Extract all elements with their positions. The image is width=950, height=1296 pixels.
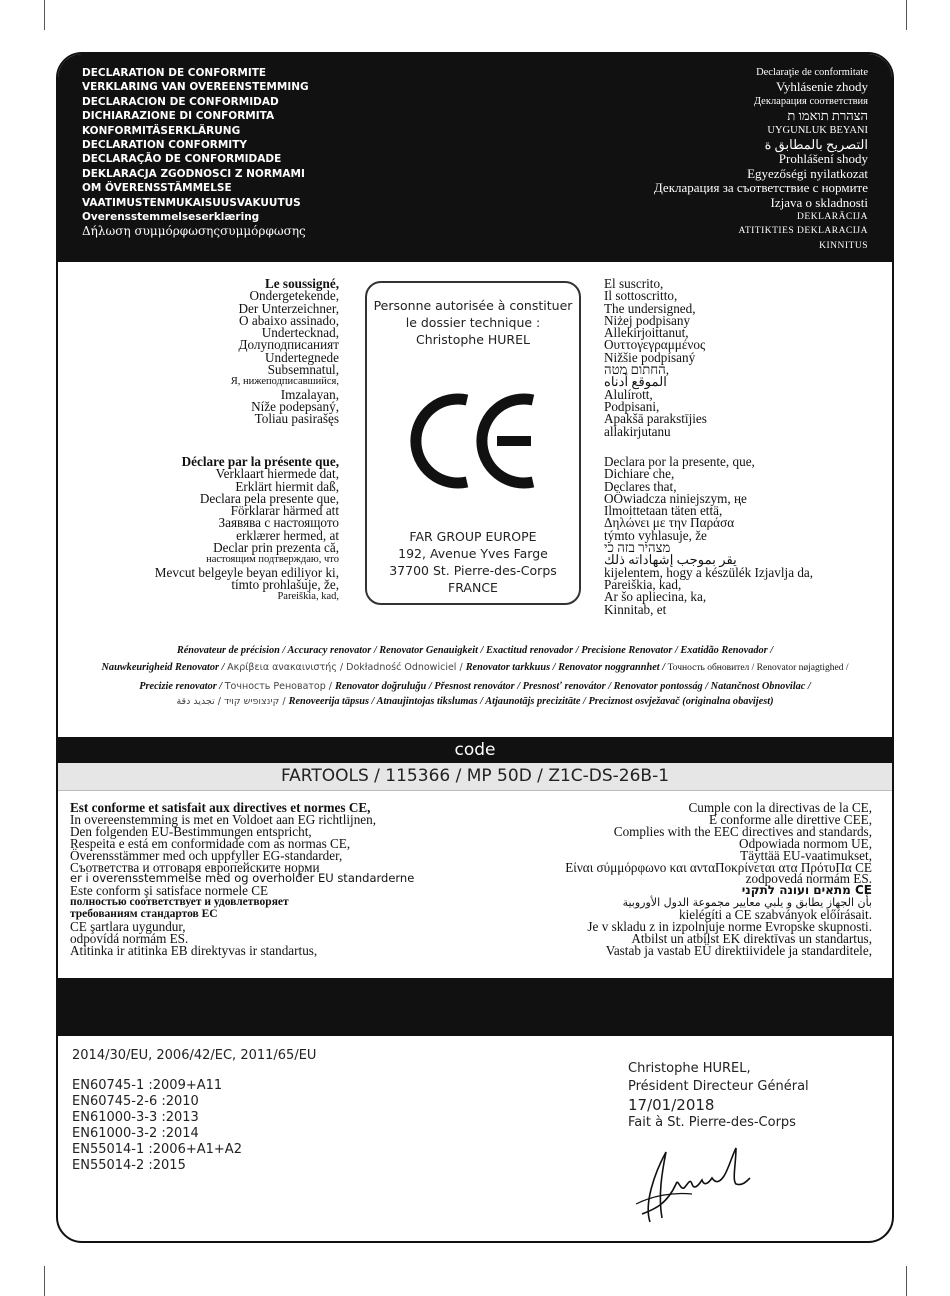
header-right-line: التصريح بالمطابق ة xyxy=(764,137,868,153)
conformity-left-line: Överensstämmer med och uppfyller EG-standarder, xyxy=(70,847,343,863)
signatory-name: Christophe HUREL, xyxy=(628,1061,751,1076)
header-right-titles xyxy=(654,66,868,253)
conformity-left-line: Съответства и отговаря европейските норми xyxy=(70,859,320,875)
renovator-text: Renovator doğruluğu / Přesnost renovátor / Presnosť renovátor / Renovator pontosság / Natančnost Obnovilac / xyxy=(335,681,811,692)
directives-line: 2014/30/EU, 2006/42/EC, 2011/65/EU xyxy=(72,1048,317,1063)
undersigned-right-line: Ουττογεγραμμένος xyxy=(604,337,706,353)
crop-mark-bottom-right xyxy=(906,1266,907,1296)
norm-line: EN60745-2-6 :2010 xyxy=(72,1094,199,1109)
undersigned-right-line: الموقع أدناه xyxy=(604,374,667,390)
header-right-line: Декларация за съответствие с нормите xyxy=(653,180,868,196)
header-right-line: DEKLARĀCIJA xyxy=(797,212,868,223)
undersigned-left-line: Undertecknad, xyxy=(261,325,339,341)
signatory-title: Président Directeur Général xyxy=(628,1079,809,1094)
conformity-left-line: Este conform şi satisface normele CE xyxy=(70,883,269,899)
header-left-line: VERKLARING VAN OVEREENSTEMMING xyxy=(82,81,309,94)
undersigned-left xyxy=(231,278,339,426)
conformity-left-line: Respeita e está em conformidade com as normas CE, xyxy=(70,835,351,851)
header-left-line: DICHIARAZIONE DI CONFORMITA xyxy=(82,110,275,123)
product-reference: FARTOOLS / 115366 / MP 50D / Z1C-DS-26B-1 xyxy=(280,766,670,786)
header-right-line: הצהרת תואמו ת xyxy=(787,108,868,124)
declare-left-line: Pareiškia, kad, xyxy=(277,591,339,603)
declaration-frame xyxy=(56,52,894,1243)
header-right-line: Декларация соответствия xyxy=(753,95,868,107)
address-line: FRANCE xyxy=(448,580,498,595)
undersigned-right-line: El suscrito, xyxy=(604,276,664,291)
address-line: FAR GROUP EUROPE xyxy=(409,529,537,544)
declare-left-line: Verklaart hiermede dat, xyxy=(215,466,339,482)
conformity-right-line: Odpowiada normom UE, xyxy=(739,835,872,851)
norm-line: EN61000-3-2 :2014 xyxy=(72,1126,199,1141)
conformity-right-line: Je v skladu z in izpolnjuje norme Evropske skupnosti. xyxy=(587,919,872,935)
header-right-line: KINNITUS xyxy=(819,240,868,251)
undersigned-right-line: The undersigned, xyxy=(604,300,696,316)
header-band xyxy=(58,54,892,262)
authorized-name: Christophe HUREL xyxy=(416,332,530,347)
declare-left-line: Déclare par la présente que, xyxy=(181,454,339,469)
undersigned-left-line: Imzalayan, xyxy=(280,386,339,402)
authorized-line: Personne autorisée à constituer xyxy=(373,298,573,313)
conformity-left-line: In overeenstemming is met en Voldoet aan EG richtlijnen, xyxy=(70,811,377,827)
renovator-line-1 xyxy=(58,645,892,656)
conformity-left-line: Den folgenden EU-Bestimmungen entspricht, xyxy=(70,823,312,839)
header-right-line: Declaraţie de conformitate xyxy=(756,67,868,78)
undersigned-right-line: Alulírott, xyxy=(604,386,653,402)
declare-left-line: Mevcut belgeyle beyan ediliyor ki, xyxy=(154,564,339,580)
declare-left-line: настоящим подтверждаю, что xyxy=(206,554,339,566)
renovator-text: Nauwkeurigheid Renovator / xyxy=(101,662,228,673)
conformity-right-line: Είναι σύμμόρφωνο και ανταΠοκρίνεται ατα ΠρότυΠα CE xyxy=(565,859,872,875)
conformity-left-line: требованиям стандартов ЕС xyxy=(70,908,218,921)
conformity-left-line: Atitinka ir atitinka EB direktyvas ir standartus, xyxy=(70,942,318,958)
renovator-line-3 xyxy=(58,681,892,692)
header-left-line: DEKLARACJA ZGODNOSCI Z NORMAMI xyxy=(82,167,305,180)
header-left-line: DECLARACION DE CONFORMIDAD xyxy=(82,95,279,108)
undersigned-left-line: Я, нижеподписавшийся, xyxy=(230,376,339,388)
undersigned-right-line: Il sottoscritto, xyxy=(604,288,678,304)
conformity-left xyxy=(70,802,414,957)
declare-left xyxy=(155,456,339,604)
conformity-right-line: zodpovedá normám ES. xyxy=(745,871,872,887)
undersigned-right-line: Apakšā parakstījies xyxy=(604,411,707,427)
header-left-line: VAATIMUSTENMUKAISUUSVAKUUTUS xyxy=(82,196,301,209)
declare-right-line: Pareiškia, kad, xyxy=(604,576,682,592)
declare-right-line: Ar šo apliecina, ka, xyxy=(604,589,707,605)
conformity-right-line: Täyttää EU-vaatimukset, xyxy=(740,847,872,863)
declare-right-line: מצהיר בזה כי xyxy=(604,540,671,556)
declare-left-line: Erklärt hiermit daß, xyxy=(235,478,339,494)
header-right-line: UYGUNLUK BEYANI xyxy=(767,124,868,136)
separator-band xyxy=(58,978,892,1036)
declare-right-line: Ilmoittetaan täten että, xyxy=(604,503,723,519)
norm-line: EN60745-1 :2009+A11 xyxy=(72,1078,223,1093)
undersigned-right-line: Allekirjoittanut, xyxy=(604,325,689,341)
product-reference-bar xyxy=(58,763,892,791)
renovator-text: Renovator tarkkuus / Renovator noggrannhet / xyxy=(465,662,668,673)
ce-mark-icon xyxy=(403,386,543,496)
conformity-right-line: מתאים ועונה לתקני CE xyxy=(741,883,872,898)
header-left-line: KONFORMITÄSERKLÄRUNG xyxy=(82,124,241,137)
conformity-left-line: odpovídá normám ES. xyxy=(70,930,189,946)
header-left-line: OM ÖVERENSSTÄMMELSE xyxy=(82,182,232,195)
handwritten-signature xyxy=(632,1144,762,1229)
renovator-line-4 xyxy=(58,696,892,707)
declare-right-line: Declara por la presente, que, xyxy=(604,454,755,469)
renovator-text: קינצופיש קויד / تجديد دقة / xyxy=(176,696,289,707)
conformity-right-line: Vastab ja vastab EÜ direktiividele ja standarditele, xyxy=(605,942,872,958)
header-right-line: Egyezőségi nyilatkozat xyxy=(747,165,868,181)
header-left-line: Overensstemmelseserklæring xyxy=(82,211,260,224)
header-right-line: ATITIKTIES DEKLARACIJA xyxy=(738,226,868,237)
norm-line: EN61000-3-3 :2013 xyxy=(72,1110,199,1125)
norm-line: EN55014-2 :2015 xyxy=(72,1158,186,1173)
renovator-text: Точность обновител / Renovator nøjagtighed / xyxy=(667,663,849,673)
conformity-right-line: Cumple con la directivas de la CE, xyxy=(688,800,872,815)
header-left-line: DECLARAÇÃO DE CONFORMIDADE xyxy=(82,153,282,166)
undersigned-left-line: O abaixo assinado, xyxy=(239,312,339,328)
undersigned-left-line: Undertegnede xyxy=(265,349,339,365)
header-right-line: Vyhlásenie zhody xyxy=(775,79,868,95)
signatory-block xyxy=(628,1060,809,1229)
undersigned-right-line: allakirjutanu xyxy=(604,423,671,439)
crop-mark-top-right xyxy=(906,0,907,30)
conformity-right-line: Complies with the EEC directives and standards, xyxy=(613,823,872,839)
undersigned-left-line: Le soussigné, xyxy=(264,276,339,291)
undersigned-right-line: Niżej podpisany xyxy=(604,312,691,328)
authorized-line: le dossier technique : xyxy=(405,315,541,330)
conformity-right-line: Atbilst un atbilst EK direktīvas un standartus, xyxy=(631,930,872,946)
declare-right-line: týmto vyhlasuje, že xyxy=(604,527,707,543)
conformity-right-line: kielégíti a CE szabványok előírásait. xyxy=(679,907,872,923)
renovator-text: Precizie renovator / xyxy=(139,681,225,692)
undersigned-right-line: Nižšie podpísaný xyxy=(604,349,696,365)
norm-line: EN55014-1 :2006+A1+A2 xyxy=(72,1142,242,1157)
address-line: 37700 St. Pierre-des-Corps xyxy=(389,563,557,578)
declare-right xyxy=(604,456,813,616)
conformity-left-line: полностью соответствует и удовлетворяет xyxy=(70,896,289,909)
declare-left-line: Declara pela presente que, xyxy=(199,490,339,506)
header-left-line: DECLARATION DE CONFORMITE xyxy=(82,67,267,79)
renovator-line-2 xyxy=(58,662,892,673)
renovator-text: Renoveerija täpsus / Atnaujintojas tikslumas / Atjaunotājs precizitāte / Preciznost osvježavač (originalna obavijest) xyxy=(288,696,774,707)
undersigned-left-line: Ondergetekende, xyxy=(249,288,339,304)
conformity-right-line: بأن الجهاز يطابق و يلبي معايير مجموعة الدول الأوروبية xyxy=(622,896,872,910)
conformity-right xyxy=(565,802,872,957)
declare-right-line: Δηλώνει με την Παράσα xyxy=(604,515,735,531)
crop-mark-top-left xyxy=(44,0,45,30)
header-left-line: Δήλωση συμμόρφωσηςσυμμόρφωσης xyxy=(82,224,306,239)
conformity-left-line: CE şartlara uygundur, xyxy=(70,919,186,935)
declare-right-line: Kinnitab, et xyxy=(604,601,667,617)
header-right-line: Izjava o skladnosti xyxy=(770,194,868,210)
code-label: code xyxy=(454,740,496,760)
declare-right-line: يقر بموجب إشهاداته ذلك xyxy=(604,552,737,568)
renovator-text: Ακρίβεια ανακαινιστής / Dokładność Odnowiciel / xyxy=(227,662,466,673)
header-left-titles xyxy=(82,66,309,239)
declare-right-line: OÖwiadcza niniejszym, ңe xyxy=(604,490,747,506)
conformity-left-line: er i overensstemmelse med og overholder EU standarderne xyxy=(70,871,415,886)
declare-left-line: tímto prohlašuje, že, xyxy=(231,576,339,592)
address-line: 192, Avenue Yves Farge xyxy=(398,546,548,561)
standards-list xyxy=(72,1048,316,1174)
renovator-text: Rénovateur de précision / Accuracy renovator / Renovator Genauigkeit / Exactitud renovador / Precisione Renovator / Exatidão Renovador / xyxy=(176,645,774,656)
undersigned-left-line: Subsemnatul, xyxy=(267,362,339,378)
signatory-place: Fait à St. Pierre-des-Corps xyxy=(628,1115,796,1130)
crop-mark-bottom-left xyxy=(44,1266,45,1296)
declare-right-line: kijelentem, hogy a készülék Izjavlja da, xyxy=(604,564,814,580)
conformity-right-line: E conforme alle direttive CEE, xyxy=(709,811,872,827)
authorized-person-box xyxy=(365,281,581,605)
declare-right-line: Declares that, xyxy=(604,478,677,494)
undersigned-right-line: החתום מטה, xyxy=(604,362,669,378)
header-left-line: DECLARATION CONFORMITY xyxy=(82,139,247,152)
declare-left-line: erklærer hermed, at xyxy=(236,527,339,543)
declare-left-line: Заявява с настоящото xyxy=(218,515,339,531)
undersigned-left-line: Долуподписаният xyxy=(238,337,339,353)
code-label-bar xyxy=(58,737,892,763)
undersigned-left-line: Der Unterzeichner, xyxy=(238,300,339,316)
undersigned-right xyxy=(604,278,707,438)
undersigned-left-line: Níže podepsaný, xyxy=(251,398,339,414)
undersigned-left-line: Toliau pasirašęs xyxy=(254,411,339,427)
conformity-left-line: Est conforme et satisfait aux directives et normes CE, xyxy=(70,800,371,815)
declare-left-line: Declar prin prezenta că, xyxy=(213,540,339,556)
header-right-line: Prohlášení shody xyxy=(778,151,868,167)
declare-right-line: Dichiare che, xyxy=(604,466,675,482)
renovator-text: Точность Реноватор / xyxy=(224,681,336,692)
undersigned-right-line: Podpisani, xyxy=(604,398,660,414)
signatory-date: 17/01/2018 xyxy=(628,1096,715,1114)
declare-left-line: Förklarar härmed att xyxy=(230,503,339,519)
